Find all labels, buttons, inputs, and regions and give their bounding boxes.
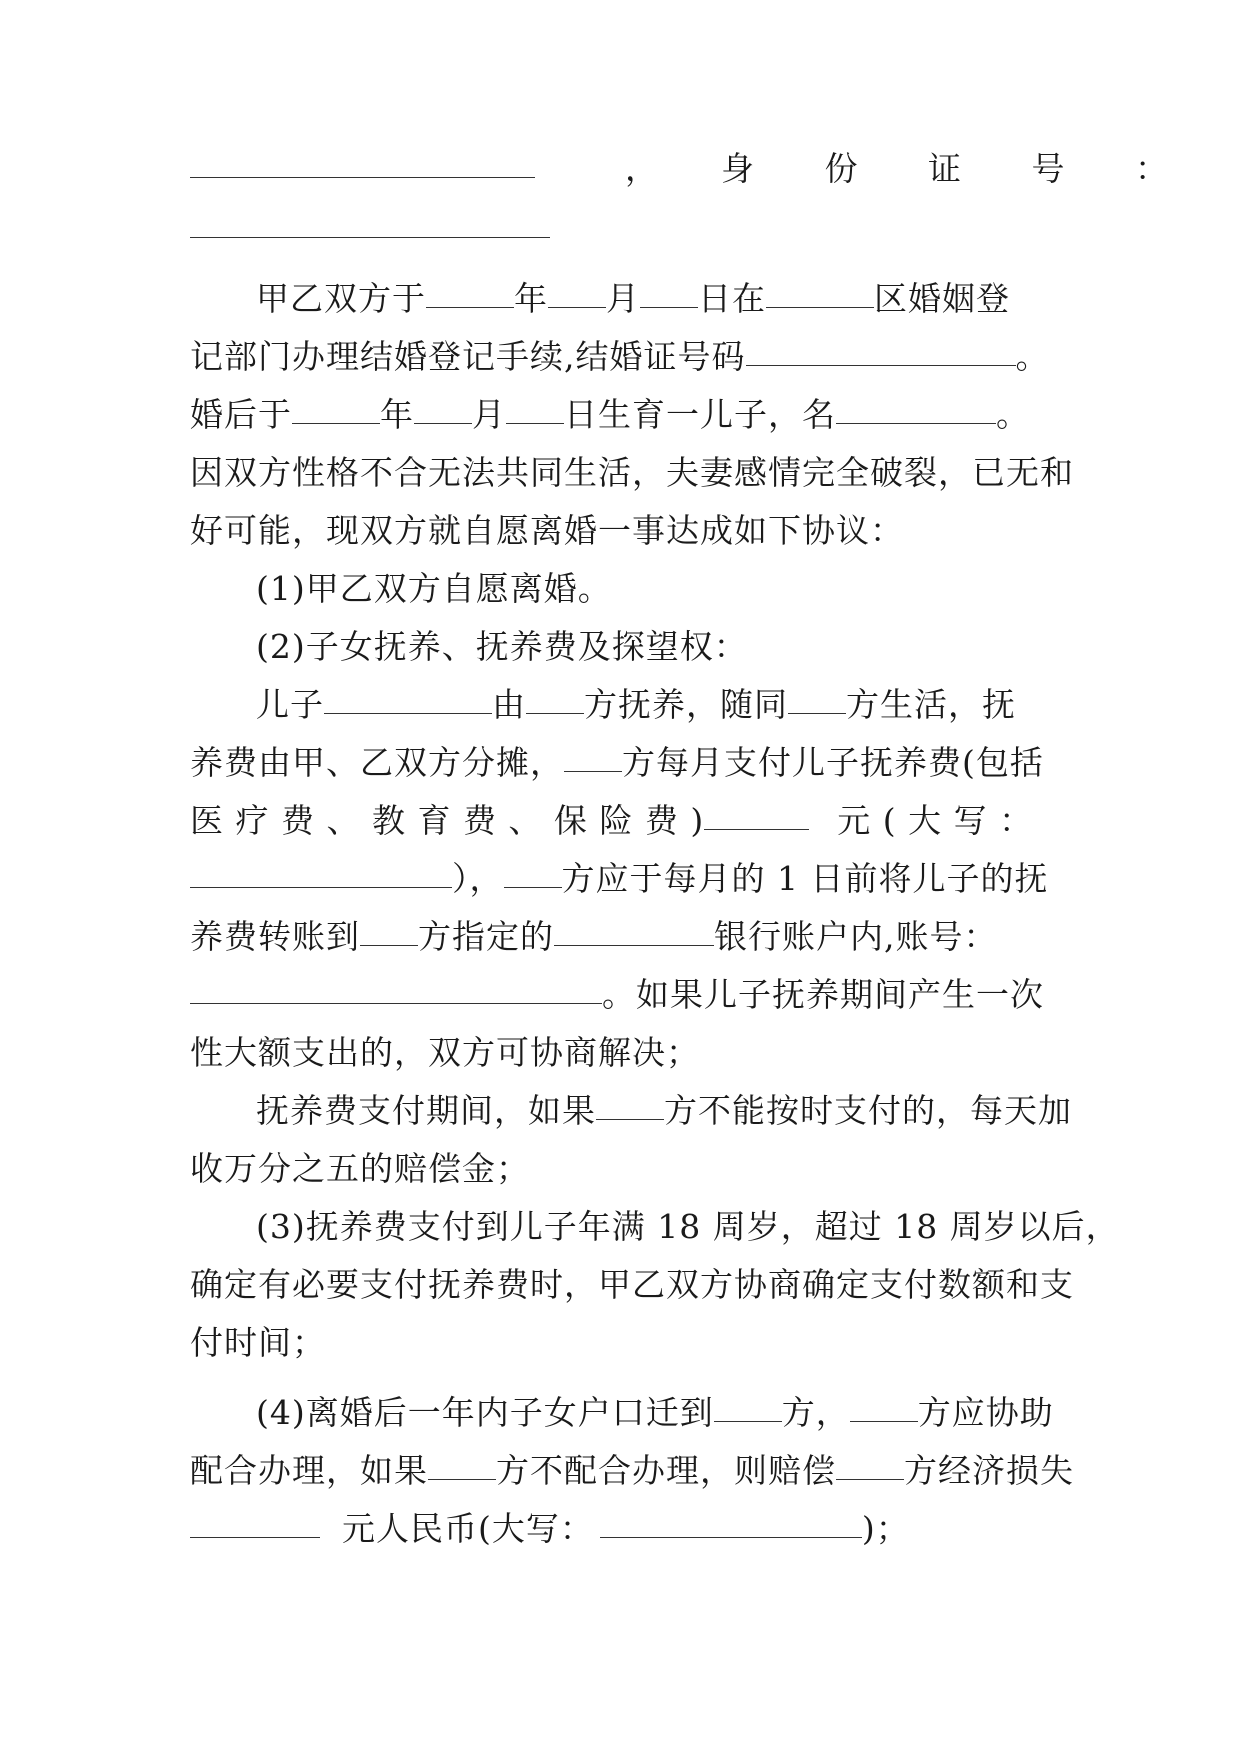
text-line: 性大额支出的，双方可协商解决； <box>190 1033 700 1072</box>
text: 区婚姻登 <box>874 279 1010 318</box>
text: 方经济损失 <box>904 1451 1074 1490</box>
text: 由 <box>492 685 526 724</box>
custody-line <box>190 676 1050 734</box>
bank-line <box>190 908 1050 966</box>
month-blank[interactable] <box>414 422 472 424</box>
text: 。 <box>1015 337 1050 376</box>
compensation-line <box>190 1500 1050 1558</box>
child-name-blank[interactable] <box>324 712 492 714</box>
text: 方应协助 <box>917 1393 1054 1432</box>
party-blank[interactable] <box>360 944 418 946</box>
party-blank[interactable] <box>836 1478 904 1480</box>
party-blank[interactable] <box>596 1118 664 1120</box>
text: ）， <box>452 859 504 898</box>
fee-amount-line <box>190 792 1050 850</box>
year-blank[interactable] <box>292 422 380 424</box>
text: 配合办理，如果 <box>190 1451 428 1490</box>
text: 月 <box>606 279 640 318</box>
account-number-line <box>190 966 1050 1024</box>
text: 医 疗 费 、 教 育 费 、 保 险 费 ) <box>190 801 705 840</box>
amount-blank[interactable] <box>704 828 809 830</box>
day-blank[interactable] <box>506 422 564 424</box>
text: 婚后于 <box>190 395 292 434</box>
text: 抚养费支付期间，如果 <box>256 1091 596 1130</box>
cooperation-line <box>190 1442 1074 1500</box>
day-blank[interactable] <box>640 306 698 308</box>
clause-2-title: (2)子女抚养、抚养费及探望权： <box>256 627 748 666</box>
text: 方每月支付儿子抚养费(包括 <box>622 743 1044 782</box>
text: 。 <box>996 395 1030 434</box>
text: 年 <box>380 395 414 434</box>
party-blank[interactable] <box>504 886 562 888</box>
id-label: 身 份 证 号 ： <box>721 149 1198 188</box>
year-blank[interactable] <box>426 306 514 308</box>
party-blank[interactable] <box>850 1420 918 1422</box>
text: 元人民币(大写： <box>342 1509 594 1548</box>
party-blank[interactable] <box>526 712 584 714</box>
certificate-line <box>190 328 1050 386</box>
district-blank[interactable] <box>766 306 874 308</box>
marriage-registration-line <box>190 270 1050 328</box>
text: 月 <box>472 395 506 434</box>
text: 日生育一儿子，名 <box>564 395 836 434</box>
amount-blank[interactable] <box>190 1536 320 1538</box>
name-blank[interactable] <box>190 176 535 178</box>
text: (4)离婚后一年内子女户口迁到 <box>256 1393 714 1432</box>
text: 元 ( 大 写 ： <box>837 801 1034 840</box>
clause-1: (1)甲乙双方自愿离婚。 <box>256 569 612 608</box>
account-number-blank[interactable] <box>190 1002 602 1004</box>
clause-3: (3)抚养费支付到儿子年满 18 周岁，超过 18 周岁以后， <box>256 1207 1120 1246</box>
text-line: 确定有必要支付抚养费时，甲乙双方协商确定支付数额和支 <box>190 1265 1074 1304</box>
text-line: 好可能，现双方就自愿离婚一事达成如下协议： <box>190 511 904 550</box>
text: 。如果儿子抚养期间产生一次 <box>602 975 1044 1014</box>
text: 方不能按时支付的，每天加 <box>664 1091 1072 1130</box>
text: 年 <box>514 279 548 318</box>
text: 养费转账到 <box>190 917 360 956</box>
party-blank[interactable] <box>564 770 622 772</box>
text-line: 付时间； <box>190 1323 326 1362</box>
text: 日在 <box>698 279 766 318</box>
clause-4 <box>190 1384 1054 1442</box>
late-payment-line <box>190 1082 1072 1140</box>
text: 记部门办理结婚登记手续,结婚证号码 <box>190 337 746 376</box>
fee-uppercase-line <box>190 850 1050 908</box>
text-line: 因双方性格不合无法共同生活，夫妻感情完全破裂，已无和 <box>190 453 1074 492</box>
bank-name-blank[interactable] <box>554 944 714 946</box>
text: 方抚养，随同 <box>584 685 788 724</box>
amount-uppercase-blank[interactable] <box>600 1536 862 1538</box>
party-blank[interactable] <box>714 1420 782 1422</box>
text: 儿子 <box>256 685 324 724</box>
party-blank[interactable] <box>788 712 846 714</box>
child-name-blank[interactable] <box>836 422 996 424</box>
certificate-number-blank[interactable] <box>746 364 1016 366</box>
text: 方应于每月的 1 日前将儿子的抚 <box>561 859 1049 898</box>
text-line: 收万分之五的赔偿金； <box>190 1149 530 1188</box>
id-number-blank-line <box>190 200 1050 258</box>
party-blank[interactable] <box>428 1478 496 1480</box>
text: 方， <box>781 1393 850 1432</box>
text: )； <box>861 1509 910 1548</box>
text: 养费由甲、乙双方分摊， <box>190 743 564 782</box>
id-number-line <box>190 140 1198 198</box>
text: 甲乙双方于 <box>256 279 426 318</box>
text: 方生活，抚 <box>846 685 1016 724</box>
child-birth-line <box>190 386 1050 444</box>
text: 方不配合办理，则赔偿 <box>496 1451 836 1490</box>
text: 银行账户内,账号： <box>714 917 998 956</box>
comma: ， <box>625 149 659 188</box>
text: 方指定的 <box>418 917 554 956</box>
id-number-blank[interactable] <box>190 236 550 238</box>
amount-uppercase-blank[interactable] <box>190 886 452 888</box>
support-fee-line <box>190 734 1050 792</box>
month-blank[interactable] <box>548 306 606 308</box>
